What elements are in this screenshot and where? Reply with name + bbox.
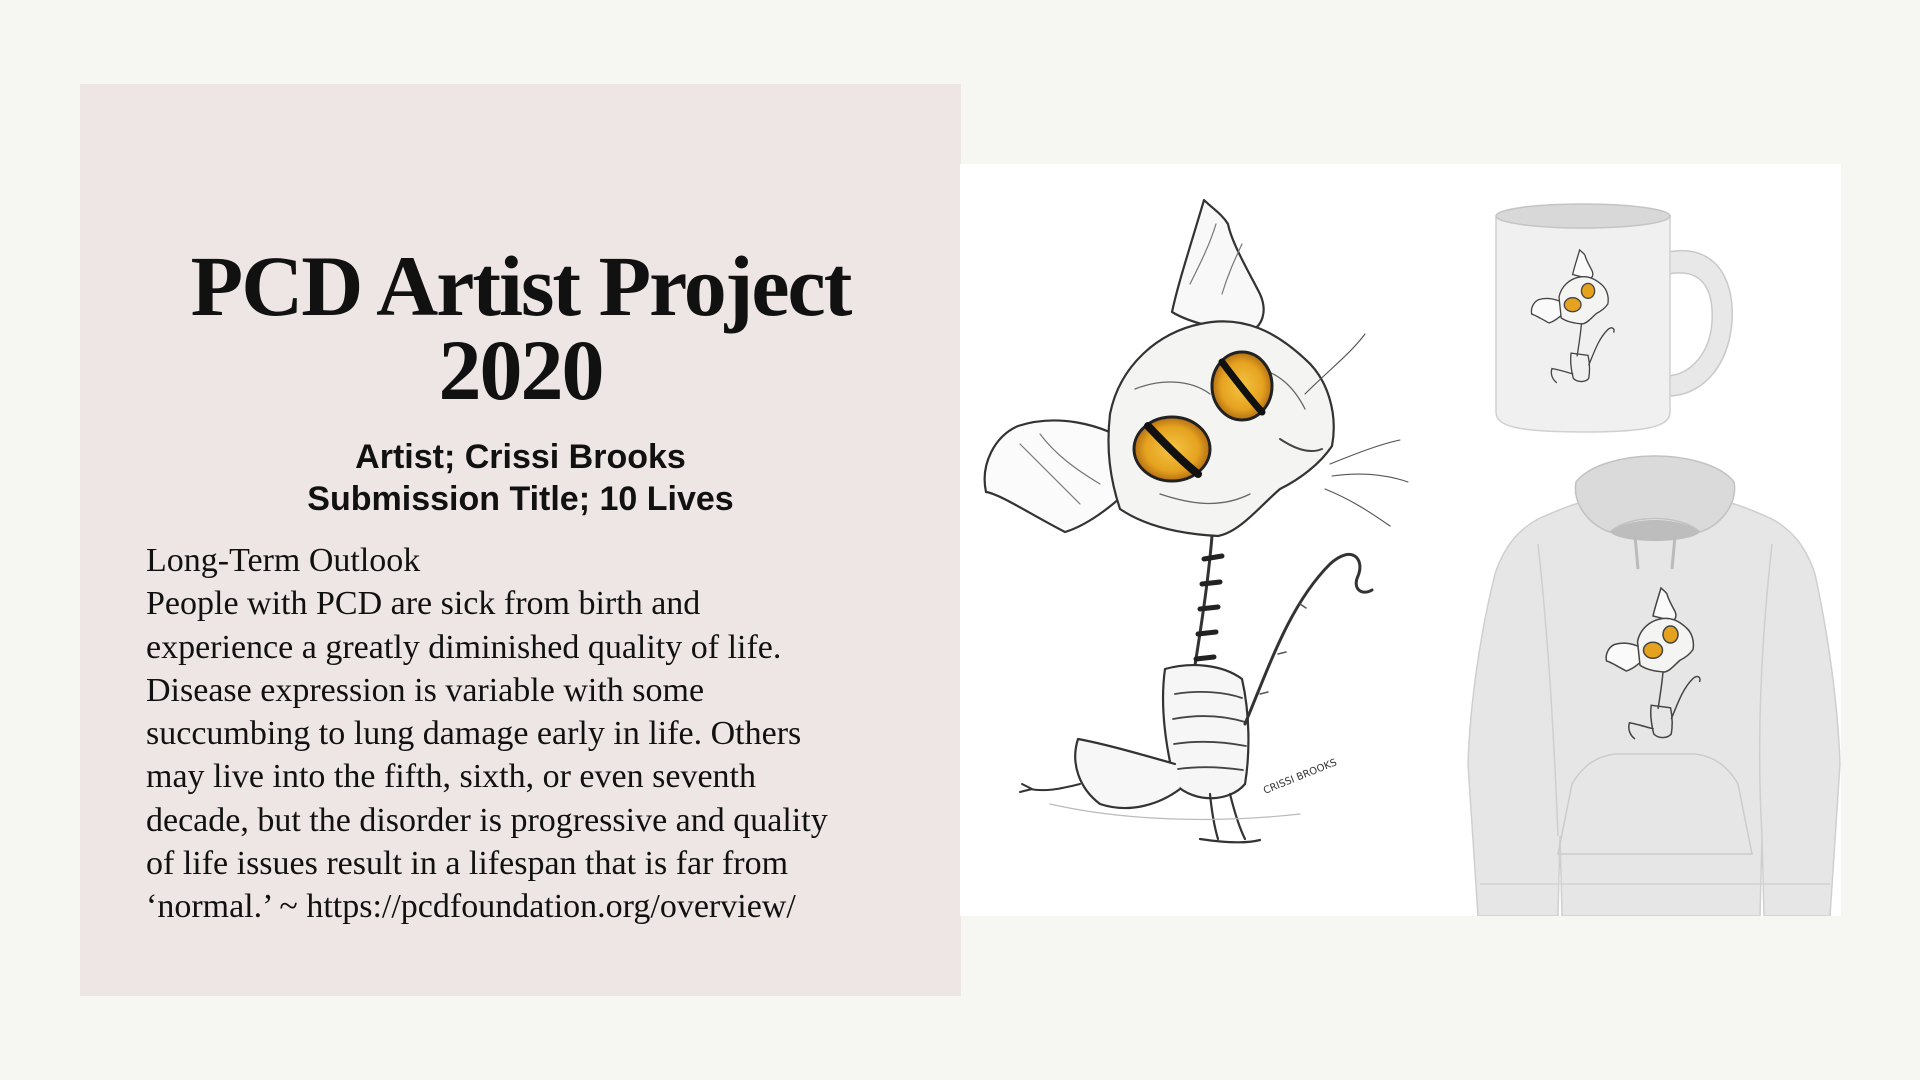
cat-tail xyxy=(1245,554,1372,724)
title-line-2: 2020 xyxy=(438,322,603,418)
body-line: may live into the fifth, sixth, or even seventh xyxy=(146,758,756,796)
artist-line: Artist; Crissi Brooks xyxy=(355,438,686,476)
credits xyxy=(80,436,961,520)
body-heading: Long-Term Outlook xyxy=(146,542,421,579)
body-line: ‘normal.’ ~ https://pcdfoundation.org/overview/ xyxy=(146,888,796,926)
submission-line: Submission Title; 10 Lives xyxy=(307,480,734,518)
artist-signature: CRISSI BROOKS xyxy=(1262,757,1339,797)
body-line: decade, but the disorder is progressive and quality xyxy=(146,801,828,839)
title-line-1: PCD Artist Project xyxy=(190,238,851,334)
mug-rim xyxy=(1496,204,1670,228)
text-panel xyxy=(80,84,961,996)
cat-right-ear xyxy=(1172,200,1264,332)
mug-product xyxy=(1496,204,1732,432)
body-line: Disease expression is variable with some xyxy=(146,671,705,709)
body-line: succumbing to lung damage early in life. Others xyxy=(146,715,802,753)
slide-title xyxy=(80,238,961,418)
cat-front-leg-left xyxy=(1075,739,1180,808)
artwork-panel xyxy=(960,164,1841,916)
mug-handle xyxy=(1668,251,1732,396)
cat-skeleton-drawing xyxy=(985,200,1408,842)
body-text xyxy=(146,539,926,929)
artwork-svg xyxy=(960,164,1841,916)
body-line: People with PCD are sick from birth and xyxy=(146,585,701,623)
hoodie-product xyxy=(1468,456,1840,916)
body-line: experience a greatly diminished quality of life. xyxy=(146,628,782,666)
body-line: of life issues result in a lifespan that is far from xyxy=(146,845,789,883)
